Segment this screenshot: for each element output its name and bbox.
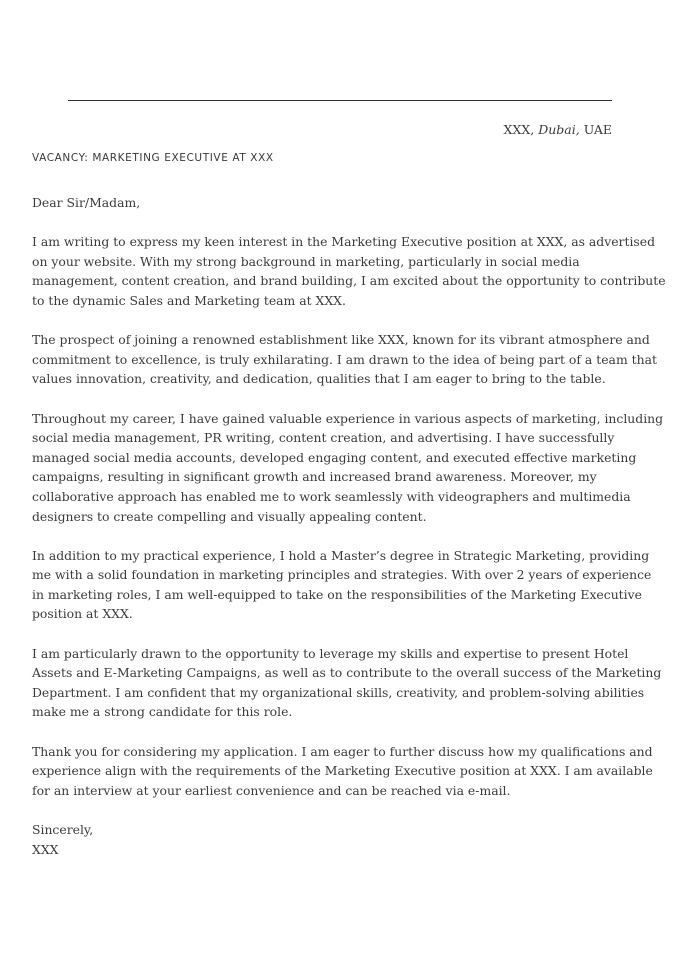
paragraph-thanks: Thank you for considering my application. I am eager to further discuss how my qualifications and experience align with the requirements of the Marketing Executive position at XXX. I am available for an interview at your earliest convenience and can be reached via e-mail. [32, 743, 653, 798]
location-city: Dubai, [538, 122, 580, 137]
paragraph-education: In addition to my practical experience, I hold a Master’s degree in Strategic Marketing, providing me with a solid foundation in marketing principles and strategies. With over 2 years of experience in marketing roles, I am well-equipped to take on the responsibilities of the Marketing Executive position at XXX. [32, 547, 652, 622]
location-name: XXX, [503, 122, 535, 137]
location-country: UAE [583, 122, 612, 137]
header-divider [68, 100, 612, 101]
closing: Sincerely, [32, 822, 94, 837]
paragraph-opportunity: I am particularly drawn to the opportunity to leverage my skills and expertise to present Hotel Assets and E-Marketing Campaigns, as well as to contribute to the overall success of the Marketing Department. I am confident that my organizational skills, creativity, and problem-solving abilities make me a strong candidate for this role. [32, 645, 662, 720]
paragraph-experience: Throughout my career, I have gained valuable experience in various aspects of marketing, including social media management, PR writing, content creation, and advertising. I have successfully managed social media accounts, developed engaging content, and executed effective marketing campaigns, resulting in significant growth and increased brand awareness. Moreover, my collaborative approach has enabled me to work seamlessly with videographers and multimedia designers to create compelling and visually appealing content. [32, 410, 664, 524]
salutation: Dear Sir/Madam, [32, 195, 141, 210]
paragraph-intro: I am writing to express my keen interest in the Marketing Executive position at XXX, as advertised on your website. With my strong background in marketing, particularly in social media management, content creation, and brand building, I am excited about the opportunity to contribute to the dynamic Sales and Marketing team at XXX. [32, 234, 666, 308]
signature: XXX [32, 841, 59, 857]
paragraph-establishment: The prospect of joining a renowned establishment like XXX, known for its vibrant atmosphere and commitment to excellence, is truly exhilarating. I am drawn to the idea of being part of a team that values innovation, creativity, and dedication, qualities that I am eager to bring to the table. [32, 332, 657, 387]
letter-body [32, 193, 666, 859]
sender-location [504, 121, 612, 139]
vacancy-heading: VACANCY: MARKETING EXECUTIVE AT XXX [32, 152, 274, 164]
